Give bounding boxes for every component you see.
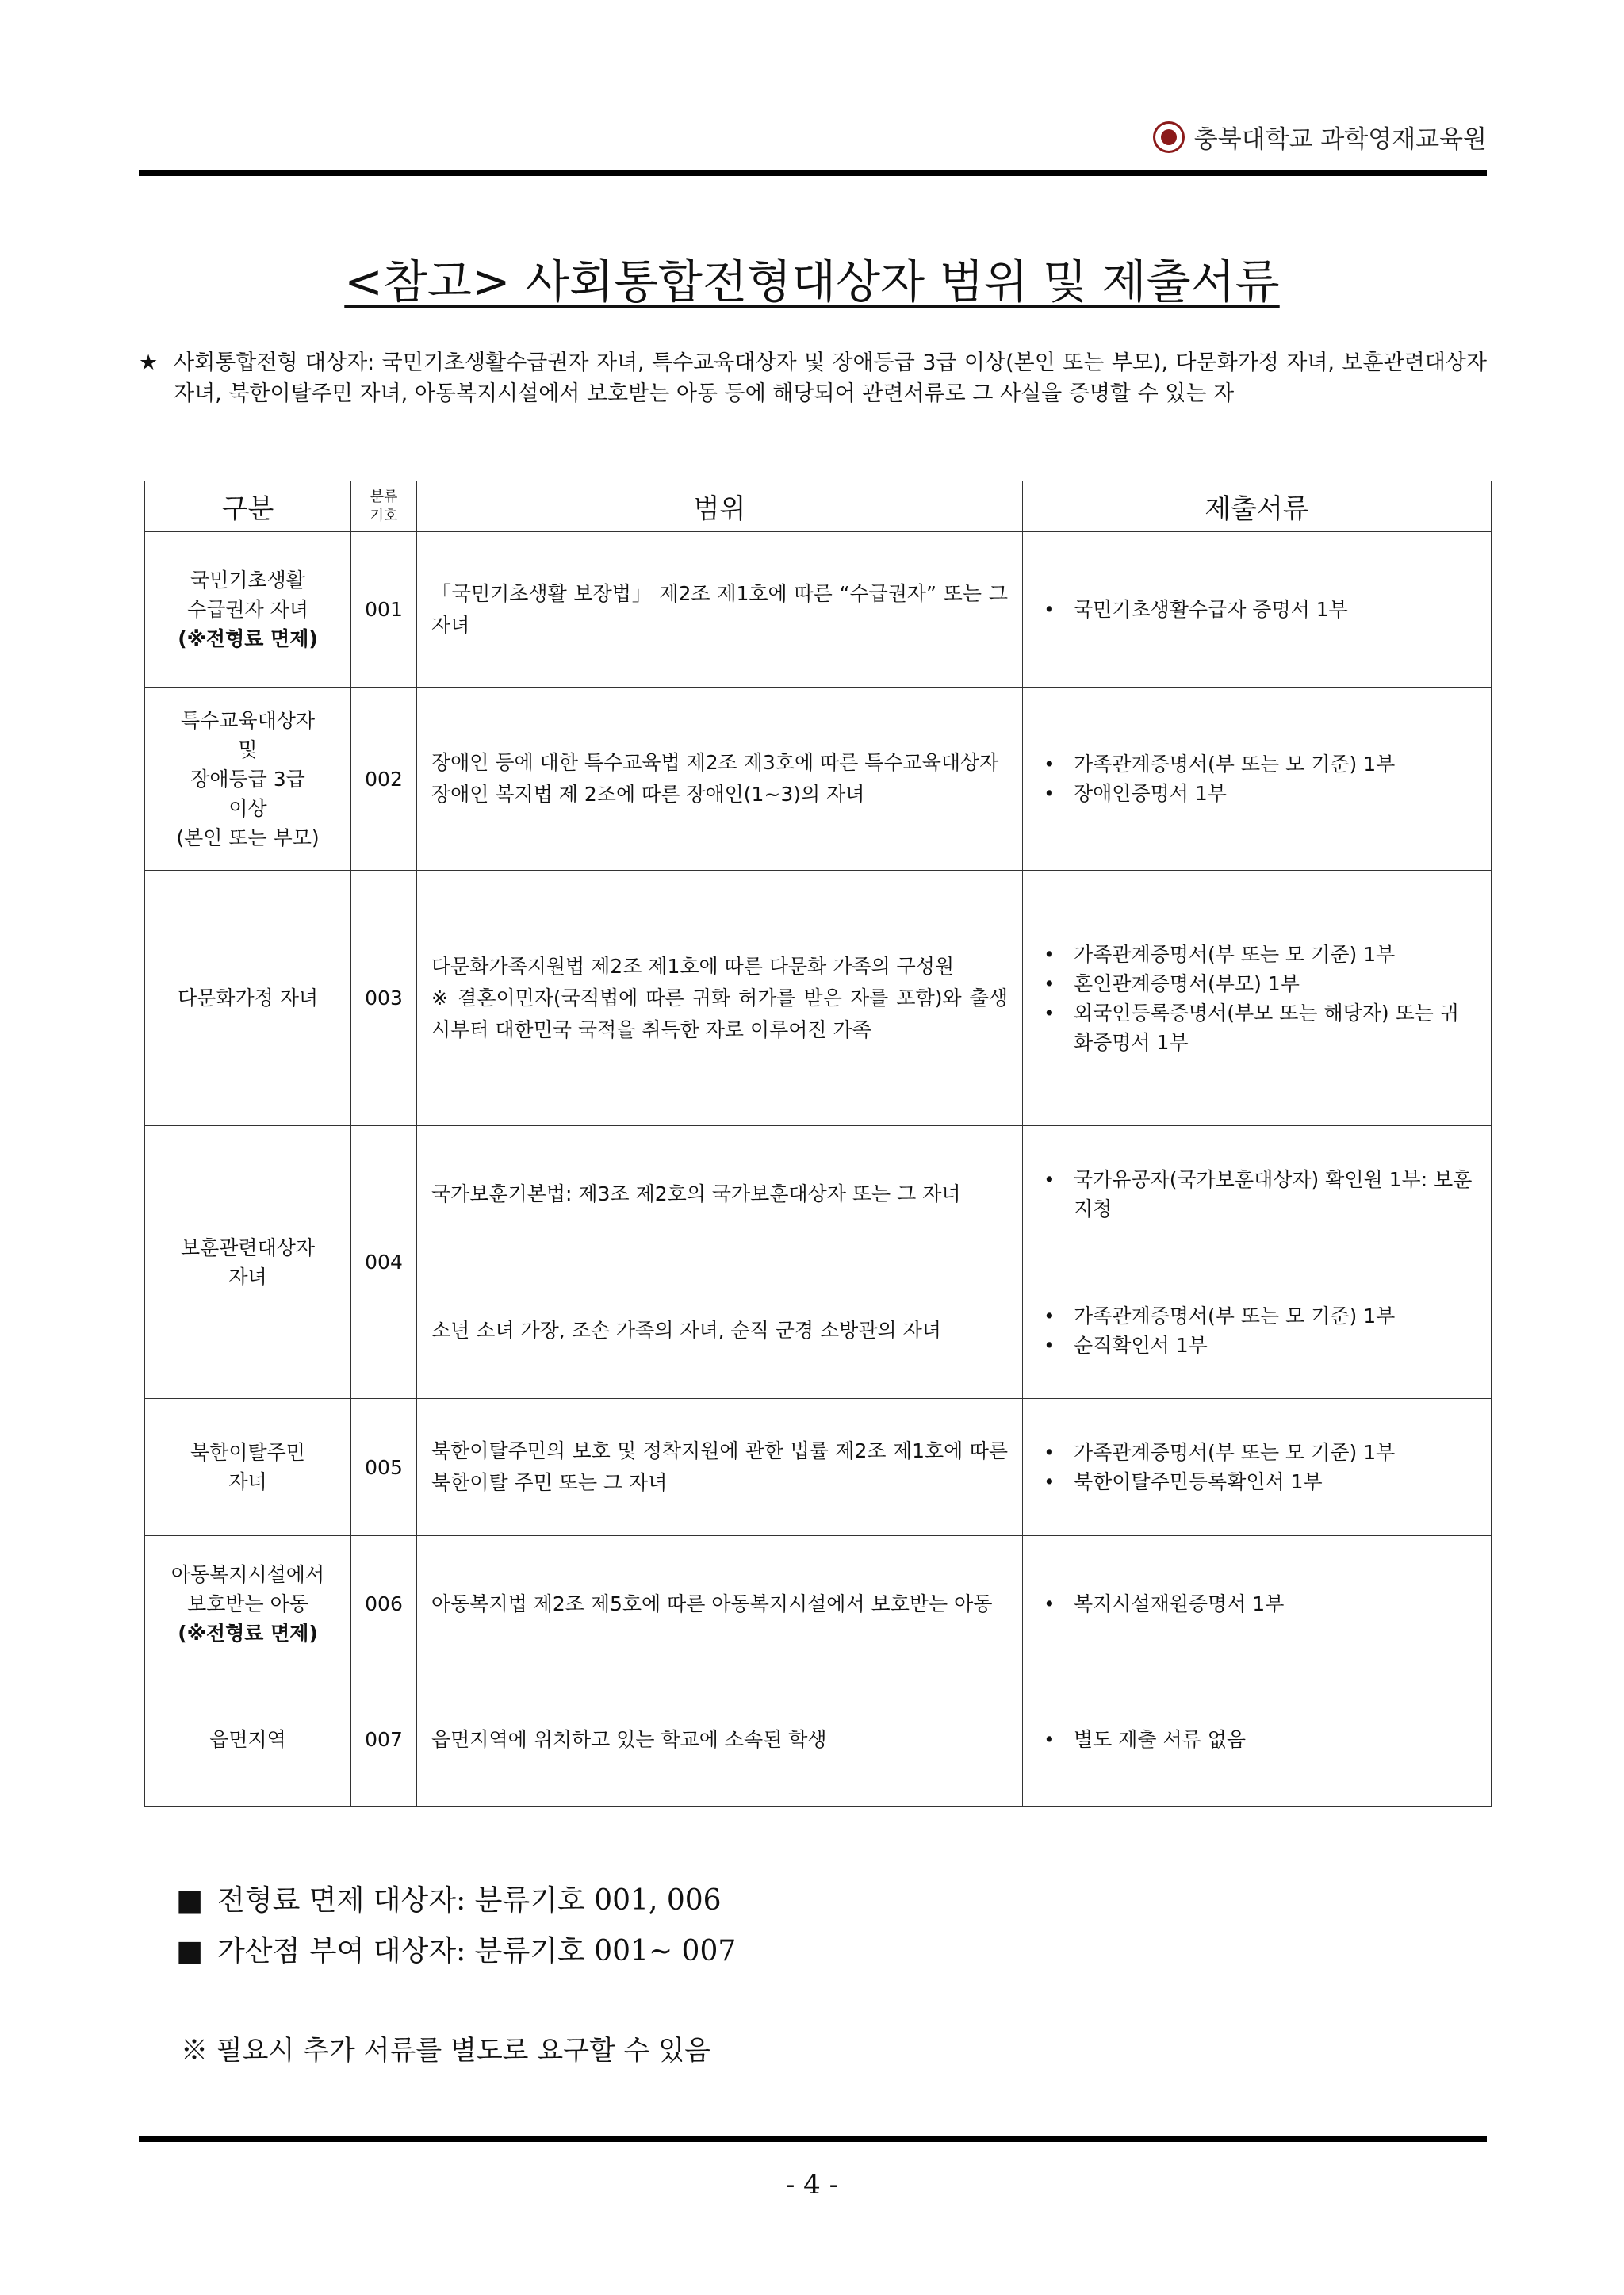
doc-item: • 장애인증명서 1부 — [1040, 779, 1477, 808]
row-code: 005 — [351, 1399, 417, 1536]
doc-item: • 외국인등록증명서(부모 또는 해당자) 또는 귀화증명서 1부 — [1040, 998, 1477, 1057]
row-scope: 「국민기초생활 보장법」 제2조 제1호에 따른 “수급권자” 또는 그 자녀 — [417, 532, 1023, 688]
doc-item: • 북한이탈주민등록확인서 1부 — [1040, 1467, 1477, 1496]
notes-section — [176, 1875, 736, 1977]
row-scope: 장애인 등에 대한 특수교육법 제2조 제3호에 따른 특수교육대상자 장애인 복지법 제 2조에 따른 장애인(1~3)의 자녀 — [417, 688, 1023, 871]
row-docs — [1023, 871, 1492, 1126]
table-row — [145, 1536, 1492, 1672]
table-row — [145, 1126, 1492, 1262]
row-category: 읍면지역 — [145, 1672, 351, 1807]
header-scope: 범위 — [417, 481, 1023, 532]
table-row — [145, 871, 1492, 1126]
row-code: 001 — [351, 532, 417, 688]
top-rule — [139, 170, 1487, 176]
page-title: <참고> 사회통합전형대상자 범위 및 제출서류 — [344, 255, 1280, 308]
table-row — [145, 1672, 1492, 1807]
row-docs — [1023, 532, 1492, 688]
doc-item: • 가족관계증명서(부 또는 모 기준) 1부 — [1040, 1301, 1477, 1331]
header-docs: 제출서류 — [1023, 481, 1492, 532]
square-bullet-icon: ■ — [176, 1884, 204, 1917]
doc-item: • 가족관계증명서(부 또는 모 기준) 1부 — [1040, 940, 1477, 969]
table-row — [145, 532, 1492, 688]
page-header — [139, 119, 1487, 165]
note-fee-exempt: ■ 전형료 면제 대상자: 분류기호 001, 006 — [176, 1875, 736, 1926]
university-seal-icon — [1153, 121, 1185, 153]
table-row — [145, 688, 1492, 871]
row-scope: 다문화가족지원법 제2조 제1호에 따른 다문화 가족의 구성원 ※ 결혼이민자(국적법에 따른 귀화 허가를 받은 자를 포함)와 출생 시부터 대한민국 국적을 취득한 자로 이루어진 가족 — [417, 871, 1023, 1126]
row-docs — [1023, 1126, 1492, 1262]
row-category: 특수교육대상자 및 장애등급 3급 이상 (본인 또는 부모) — [145, 688, 351, 871]
row-scope: 아동복지법 제2조 제5호에 따른 아동복지시설에서 보호받는 아동 — [417, 1536, 1023, 1672]
star-icon: ★ — [139, 351, 159, 375]
doc-item: • 순직확인서 1부 — [1040, 1331, 1477, 1360]
row-docs — [1023, 1536, 1492, 1672]
row-scope: 국가보훈기본법: 제3조 제2호의 국가보훈대상자 또는 그 자녀 — [417, 1126, 1023, 1262]
row-code: 004 — [351, 1126, 417, 1399]
row-docs — [1023, 688, 1492, 871]
row-category: 북한이탈주민 자녀 — [145, 1399, 351, 1536]
header-org: 충북대학교 과학영재교육원 — [1193, 125, 1487, 154]
row-scope: 소년 소녀 가장, 조손 가족의 자녀, 순직 군경 소방관의 자녀 — [417, 1262, 1023, 1399]
row-docs — [1023, 1262, 1492, 1399]
intro-paragraph — [139, 347, 1487, 409]
doc-item: • 가족관계증명서(부 또는 모 기준) 1부 — [1040, 749, 1477, 779]
intro-text: 사회통합전형 대상자: 국민기초생활수급권자 자녀, 특수교육대상자 및 장애등급 3급 이상(본인 또는 부모), 다문화가정 자녀, 보훈관련대상자 자녀, 북한이탈주민 자녀, 아동복지시설에서 보호받는 아동 등에 해당되어 관련서류로 그 사실을 증명할 수 있는 자 — [174, 351, 1487, 406]
row-code: 002 — [351, 688, 417, 871]
row-code: 007 — [351, 1672, 417, 1807]
row-category: 아동복지시설에서 보호받는 아동 (※전형료 면제) — [145, 1536, 351, 1672]
table-row — [145, 1399, 1492, 1536]
row-category: 보훈관련대상자 자녀 — [145, 1126, 351, 1399]
doc-item: • 가족관계증명서(부 또는 모 기준) 1부 — [1040, 1438, 1477, 1467]
row-scope: 읍면지역에 위치하고 있는 학교에 소속된 학생 — [417, 1672, 1023, 1807]
row-scope: 북한이탈주민의 보호 및 정착지원에 관한 법률 제2조 제1호에 따른 북한이탈 주민 또는 그 자녀 — [417, 1399, 1023, 1536]
row-code: 006 — [351, 1536, 417, 1672]
doc-item: • 혼인관계증명서(부모) 1부 — [1040, 969, 1477, 998]
doc-item: • 복지시설재원증명서 1부 — [1040, 1589, 1477, 1619]
table-header-row — [145, 481, 1492, 532]
note-extra: ※ 필요시 추가 서류를 별도로 요구할 수 있음 — [181, 2035, 710, 2067]
header-category: 구분 — [145, 481, 351, 532]
header-code: 분류 기호 — [351, 481, 417, 532]
page-number: - 4 - — [785, 2169, 839, 2201]
doc-item: • 국민기초생활수급자 증명서 1부 — [1040, 595, 1477, 624]
row-code: 003 — [351, 871, 417, 1126]
row-category: 국민기초생활 수급권자 자녀 (※전형료 면제) — [145, 532, 351, 688]
square-bullet-icon: ■ — [176, 1935, 204, 1967]
doc-item: • 별도 제출 서류 없음 — [1040, 1725, 1477, 1754]
eligibility-table — [144, 481, 1492, 1807]
row-docs — [1023, 1672, 1492, 1807]
row-docs — [1023, 1399, 1492, 1536]
bottom-rule — [139, 2136, 1487, 2142]
row-category: 다문화가정 자녀 — [145, 871, 351, 1126]
doc-item: • 국가유공자(국가보훈대상자) 확인원 1부: 보훈지청 — [1040, 1165, 1477, 1224]
note-bonus: ■ 가산점 부여 대상자: 분류기호 001~ 007 — [176, 1926, 736, 1977]
